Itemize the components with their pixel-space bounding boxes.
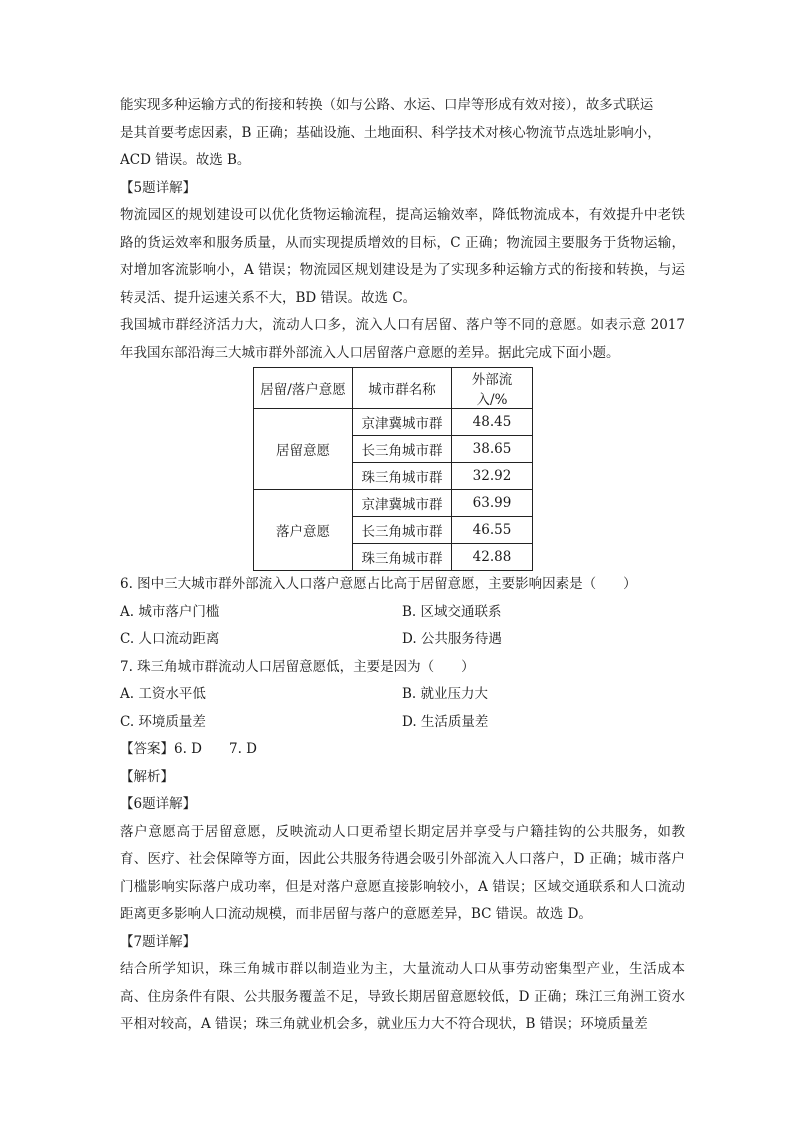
- q7-explanation: 结合所学知识，珠三角城市群以制造业为主，大量流动人口从事劳动密集型产业，生活成本高、住房条件有限、公共服务覆盖不足，导致长期居留意愿较低，D 正确；珠江三角洲工资水平相对较高，A 错误；珠三角就业机会多，就业压力大不符合现状，B 错误；环境质量差: [120, 961, 685, 1032]
- q7-options-row: [120, 709, 685, 737]
- percent-value: 38.65: [452, 436, 533, 463]
- city-name: 珠三角城市群: [353, 463, 452, 490]
- q7-option-a: A. 工资水平低: [120, 686, 206, 702]
- group-label: 居留意愿: [254, 409, 353, 490]
- q7-heading: 【7题详解】: [120, 933, 197, 950]
- q7-option-b: B. 就业压力大: [402, 686, 489, 702]
- table-header-row: [254, 368, 533, 409]
- document-page: [120, 92, 685, 1039]
- percent-value: 42.88: [452, 544, 533, 571]
- q7-stem: 7. 珠三角城市群流动人口居留意愿低，主要是因为（ ）: [120, 658, 475, 675]
- percent-value: 32.92: [452, 463, 533, 490]
- percent-value: 63.99: [452, 490, 533, 517]
- city-name: 珠三角城市群: [353, 544, 452, 571]
- q6-options-row: [120, 626, 685, 654]
- table-header: 居留/落户意愿: [254, 368, 353, 409]
- q6-stem: 6. 图中三大城市群外部流入人口落户意愿占比高于居留意愿，主要影响因素是（ ）: [120, 576, 637, 592]
- table-row: [254, 490, 533, 517]
- material-text: 我国城市群经济活力大，流动人口多，流入人口有居留、落户等不同的意愿。如表示意 2017 年我国东部沿海三大城市群外部流入人口居留落户意愿的差异。据此完成下面小题。: [120, 317, 685, 361]
- q6-option-b: B. 区域交通联系: [402, 603, 502, 620]
- q7-option-c: C. 环境质量差: [120, 713, 206, 730]
- city-name: 长三角城市群: [353, 517, 452, 544]
- q7-options-row: [120, 681, 685, 709]
- intro-line: 是其首要考虑因素，B 正确；基础设施、土地面积、科学技术对核心物流节点选址影响小，: [120, 124, 661, 141]
- percent-value: 48.45: [452, 409, 533, 436]
- city-name: 京津冀城市群: [353, 490, 452, 517]
- q6-option-a: A. 城市落户门槛: [120, 603, 220, 620]
- city-name: 京津冀城市群: [353, 409, 452, 436]
- migration-table: [253, 367, 533, 571]
- intro-line: ACD 错误。故选 B。: [120, 152, 251, 168]
- q6-options-row: [120, 599, 685, 627]
- q6-explanation: 落户意愿高于居留意愿，反映流动人口更希望长期定居并享受与户籍挂钩的公共服务，如教育、医疗、社会保障等方面，因此公共服务待遇会吸引外部流入人口落户，D 正确；城市落户门槛影响实际落户成功率，但是对落户意愿直接影响较小，A 错误；区域交通联系和人口流动距离更多影响人口流动规模，而非居留与落户的意愿差异，BC 错误。故选 D。: [120, 823, 685, 922]
- analysis-heading: 【解析】: [120, 768, 174, 785]
- q6-option-d: D. 公共服务待遇: [402, 631, 502, 647]
- q5-explanation: 物流园区的规划建设可以优化货物运输流程，提高运输效率，降低物流成本，有效提升中老铁路的货运效率和服务质量，从而实现提质增效的目标，C 正确；物流园主要服务于货物运输，对增加客流影响小，A 错误；物流园区规划建设是为了实现多种运输方式的衔接和转换，与运转灵活、提升运速关系不大，BD 错误。故选 C。: [120, 207, 685, 306]
- answer-line: 【答案】6. D 7. D: [120, 741, 257, 757]
- table-header: 外部流入/%: [452, 368, 533, 409]
- city-name: 长三角城市群: [353, 436, 452, 463]
- q7-option-d: D. 生活质量差: [402, 713, 489, 730]
- group-label: 落户意愿: [254, 490, 353, 571]
- q6-heading: 【6题详解】: [120, 796, 197, 812]
- intro-line: 能实现多种运输方式的衔接和转换（如与公路、水运、口岸等形成有效对接），故多式联运: [120, 97, 654, 113]
- q6-option-c: C. 人口流动距离: [120, 631, 220, 647]
- percent-value: 46.55: [452, 517, 533, 544]
- table-header: 城市群名称: [353, 368, 452, 409]
- q5-heading: 【5题详解】: [120, 179, 197, 196]
- table-row: [254, 409, 533, 436]
